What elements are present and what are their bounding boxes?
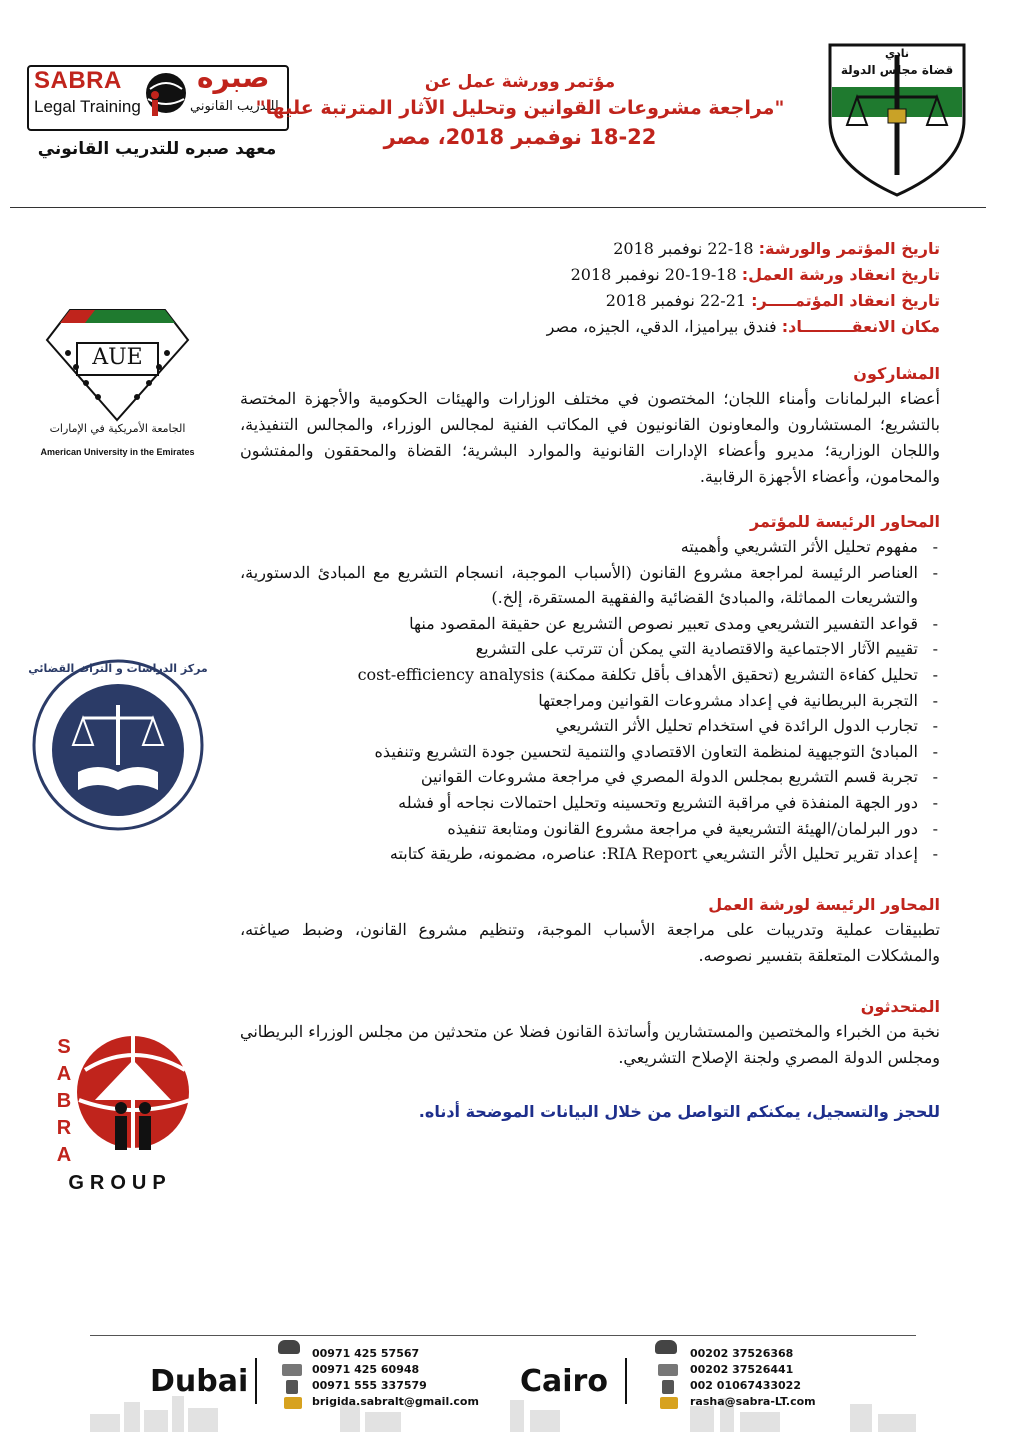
phone-icon: [655, 1340, 677, 1354]
globe-people-icon: [140, 69, 188, 123]
info-value: فندق بيراميزا، الدقي، الجيزه، مصر: [546, 317, 777, 336]
group-word: GROUP: [68, 1172, 172, 1194]
group-letter: R: [56, 1117, 72, 1139]
workshop-axes-text: تطبيقات عملية وتدريبات على مراجعة الأسباب الموجبة، وتنظيم مشروع القانون، وضبط صياغته، والمشكلات المتعلقة بتفسير نصوصه.: [240, 919, 940, 965]
group-letter: A: [56, 1144, 72, 1166]
list-item: - تحليل كفاءة التشريع (تحقيق الأهداف بأقل تكلفة ممكنة) cost-efficiency analysis: [240, 662, 940, 688]
cairo-email[interactable]: rasha@sabra-LT.com: [690, 1395, 816, 1408]
dubai-mobile[interactable]: 00971 555 337579: [312, 1379, 427, 1392]
cairo-contacts: [520, 1344, 860, 1414]
group-letter: A: [56, 1063, 72, 1085]
cairo-phone-1[interactable]: 00202 37526368: [690, 1347, 794, 1360]
participants-text: أعضاء البرلمانات وأمناء اللجان؛ المختصون في مختلف الوزارات والهيئات الحكومية والأجهزة المختصة بالتشريع؛ المستشارون والمعاونون القانونيون في المكاتب الفنية لمجالس الوزراء، والمجالس التنفيذية، واللجان الوزارية؛ مديرو وأعضاء الإدارات القانونية والموارد البشرية؛ القضاة والمحققون والمفتشون والمحامون، وأعضاء الأجهزة الرقابية.: [240, 389, 940, 486]
fax-icon: [282, 1364, 302, 1376]
event-title: [250, 70, 790, 152]
conference-axes-list: [240, 534, 940, 867]
dubai-phone-1[interactable]: 00971 425 57567: [312, 1347, 420, 1360]
aue-english-name: American University in the Emirates: [40, 447, 195, 457]
list-item: - إعداد تقرير تحليل الأثر التشريعي RIA Report: عناصره، مضمونه، طريقة كتابته: [240, 841, 940, 867]
event-title-line2: "مراجعة مشروعات القوانين وتحليل الآثار المترتبة عليها": [255, 97, 785, 119]
judicial-studies-center-logo: [28, 650, 208, 835]
list-item: - تجارب الدول الرائدة في استخدام تحليل الأثر التشريعي: [240, 713, 940, 739]
club-title: نادي: [885, 47, 909, 60]
list-item: - دور الجهة المنفذة في مراقبة التشريع وتحسينه وتحليل احتمالات نجاحه أو فشله: [240, 790, 940, 816]
conference-axes-heading: المحاور الرئيسة للمؤتمر: [749, 512, 940, 531]
workshop-axes-heading: المحاور الرئيسة لورشة العمل: [708, 894, 940, 914]
judges-club-emblem: [822, 25, 972, 200]
aue-abbreviation: AUE: [92, 345, 143, 370]
cairo-phone-2[interactable]: 00202 37526441: [690, 1363, 794, 1376]
dubai-city-label: Dubai: [150, 1364, 249, 1399]
institute-name: معهد صبره للتدريب القانوني: [37, 139, 277, 159]
aue-arabic-name: الجامعة الأمريكية في الإمارات: [49, 422, 186, 435]
cairo-mobile[interactable]: 002 01067433022: [690, 1379, 801, 1392]
center-arabic-name: مركز الدراسات و التراث القضائي: [28, 662, 208, 675]
sabra-group-logo: [45, 1030, 195, 1200]
cairo-city-label: Cairo: [520, 1364, 608, 1399]
info-value: 18-19-20 نوفمبر 2018: [570, 265, 737, 284]
email-icon: [660, 1397, 678, 1409]
info-label: مكان الانعقـــــــــاد:: [781, 317, 940, 336]
info-label: تاريخ المؤتمر والورشة:: [758, 239, 940, 258]
fax-icon: [658, 1364, 678, 1376]
group-letter: B: [56, 1090, 72, 1112]
dubai-phone-2[interactable]: 00971 425 60948: [312, 1363, 420, 1376]
info-value: 18-22 نوفمبر 2018: [613, 239, 754, 258]
header-divider: [10, 207, 986, 208]
sabra-logo-subtitle: Legal Training: [34, 97, 141, 116]
email-icon: [284, 1397, 302, 1409]
event-title-line1: مؤتمر وورشة عمل عن: [424, 72, 616, 92]
club-name: قضاة مجلس الدولة: [840, 63, 954, 77]
dubai-contacts: [150, 1344, 479, 1414]
main-content: [240, 236, 940, 1125]
info-line: [240, 236, 940, 262]
participants-heading: المشاركون: [853, 364, 940, 383]
speakers-heading: المتحدثون: [860, 996, 940, 1016]
footer-divider: [90, 1335, 916, 1336]
dubai-email[interactable]: brigida.sabralt@gmail.com: [312, 1395, 479, 1408]
mobile-icon: [286, 1380, 298, 1394]
speakers-text: نخبة من الخبراء والمختصين والمستشارين وأساتذة القانون فضلا عن متحدثين من مجلس الوزراء البريطاني ومجلس الدولة المصري ولجنة الإصلاح التشريعي.: [240, 1021, 940, 1067]
mobile-icon: [662, 1380, 674, 1394]
list-item: - المبادئ التوجيهية لمنظمة التعاون الاقتصادي والتنمية لتحسين جودة التشريع وتنفيذه: [240, 739, 940, 765]
info-line: [240, 262, 940, 288]
list-item: - مفهوم تحليل الأثر التشريعي وأهميته: [240, 534, 940, 560]
sabra-logo-text: SABRA: [34, 67, 122, 94]
list-item: - تقييم الآثار الاجتماعية والاقتصادية التي يمكن أن تترتب على التشريع: [240, 636, 940, 662]
group-letter: S: [57, 1036, 71, 1058]
list-item: - قواعد التفسير التشريعي ومدى تعبير نصوص التشريع عن حقيقة المقصود منها: [240, 611, 940, 637]
registration-note: للحجز والتسجيل، يمكنكم التواصل من خلال البيانات الموضحة أدناه.: [418, 1101, 940, 1121]
list-item: - التجربة البريطانية في إعداد مشروعات القوانين ومراجعتها: [240, 688, 940, 714]
list-item: - العناصر الرئيسة لمراجعة مشروع القانون (الأسباب الموجبة، انسجام التشريع مع المبادئ الدستورية، والتشريعات المماثلة، والمبادئ القضائية والفقهية المستقرة، إلخ.): [240, 560, 940, 611]
list-item: - تجربة قسم التشريع بمجلس الدولة المصري في مراجعة مشروعات القوانين: [240, 764, 940, 790]
info-label: تاريخ انعقاد ورشة العمل:: [741, 265, 940, 284]
event-info: [240, 236, 940, 340]
sabra-logo-arabic: صبره: [197, 61, 270, 94]
list-item: - دور البرلمان/الهيئة التشريعية في مراجعة مشروع القانون ومتابعة تنفيذه: [240, 816, 940, 842]
aue-logo: [40, 305, 195, 465]
info-line: [240, 288, 940, 314]
info-value: 21-22 نوفمبر 2018: [605, 291, 747, 310]
info-label: تاريخ انعقاد المؤتمـــــر:: [751, 291, 940, 310]
event-title-dates: 18-22 نوفمبر 2018، مصر: [383, 125, 657, 149]
sabra-logo-arabic-sub: للتدريب القانوني: [190, 99, 279, 114]
info-line: [240, 314, 940, 340]
